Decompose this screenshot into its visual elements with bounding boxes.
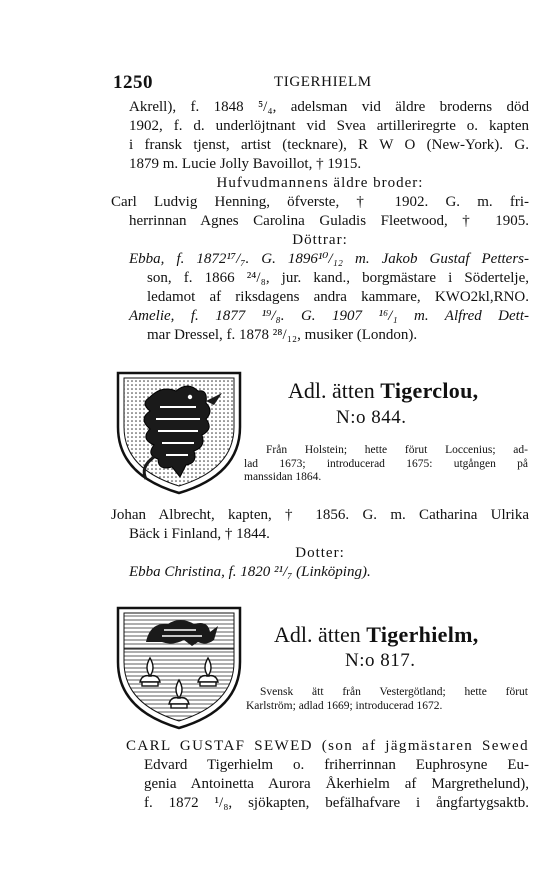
text-line: herrinnan Agnes Carolina Guladis Fleetwood, † 1905.: [129, 213, 529, 229]
section-heading: Dotter:: [295, 545, 345, 561]
note-line: lad 1673; introducerad 1675: utgången på: [244, 457, 528, 470]
text-line: 1902, f. d. underlöjtnant vid Svea artilleriregrte o. kapten: [129, 118, 529, 134]
title-prefix: Adl. ätten: [288, 378, 375, 403]
note-line: manssidan 1864.: [244, 471, 322, 483]
title-prefix: Adl. ätten: [274, 622, 361, 647]
text-line: Ebba Christina, f. 1820 ²¹/₇ (Linköping).: [129, 564, 371, 580]
note-line: Karlström; adlad 1669; introducerad 1672.: [246, 699, 443, 712]
text-line: Ebba, f. 1872¹⁷/₇. G. 1896¹⁰/₁₂ m. Jakob Gustaf Petters-: [129, 251, 529, 267]
text-line: Bäck i Finland, † 1844.: [129, 526, 270, 542]
section-heading: Döttrar:: [292, 232, 348, 248]
continued-entry: [111, 98, 529, 345]
text-line: Edvard Tigerhielm o. friherrinnan Euphrosyne Eu-: [144, 757, 529, 773]
family-number: N:o 844.: [336, 407, 407, 428]
text-line: genia Antoinetta Aurora Åkerhielm af Margrethelund),: [144, 776, 529, 792]
family-title: [274, 622, 479, 648]
tigerclou-entry: [111, 506, 529, 582]
text-line: Akrell), f. 1848 ⁵/₄, adelsman vid äldre broderns död: [129, 99, 529, 115]
family-number: N:o 817.: [345, 650, 416, 671]
text-line: f. 1872 ¹/₈, sjökapten, befälhafvare i ångfartygsaktb.: [144, 795, 529, 811]
tigerhielm-coat-of-arms-icon: [110, 602, 248, 737]
note-line: Svensk ätt från Vestergötland; hette förut: [260, 686, 528, 698]
text-line: Amelie, f. 1877 ¹⁹/₈. G. 1907 ¹⁶/₁ m. Alfred Dett-: [129, 308, 529, 324]
family-name: Tigerclou,: [380, 378, 479, 403]
text-line: Carl Ludvig Henning, öfverste, † 1902. G. m. fri-: [111, 194, 529, 210]
tigerclou-coat-of-arms-icon: [110, 367, 248, 502]
tigerhielm-entry: [126, 737, 529, 813]
family-note: [246, 686, 528, 713]
family-name: Tigerhielm,: [366, 622, 479, 647]
text-line: ledamot af riksdagens andra kammare, KWO2kl,RNO.: [147, 289, 529, 305]
text-line: mar Dressel, f. 1878 ²⁸/₁₂, musiker (London).: [147, 327, 418, 343]
page-number: 1250: [113, 72, 153, 93]
text-line: CARL GUSTAF SEWED (son af jägmästaren Sewed: [126, 738, 529, 754]
text-line: Johan Albrecht, kapten, † 1856. G. m. Catharina Ulrika: [111, 507, 529, 523]
note-line: Från Holstein; hette förut Loccenius; ad-: [266, 444, 528, 456]
text-line: 1879 m. Lucie Jolly Bavoillot, † 1915.: [129, 156, 362, 172]
family-note: [244, 444, 528, 485]
section-heading: Hufvudmannens äldre broder:: [216, 175, 424, 191]
text-line: son, f. 1866 ²⁴/₈, jur. kand., borgmästare i Södertelje,: [147, 270, 529, 286]
text-line: i fransk tjenst, artist (tecknare), R W O (New-York). G.: [129, 137, 529, 153]
family-title: [288, 378, 478, 404]
running-head: TIGERHIELM: [274, 74, 372, 90]
